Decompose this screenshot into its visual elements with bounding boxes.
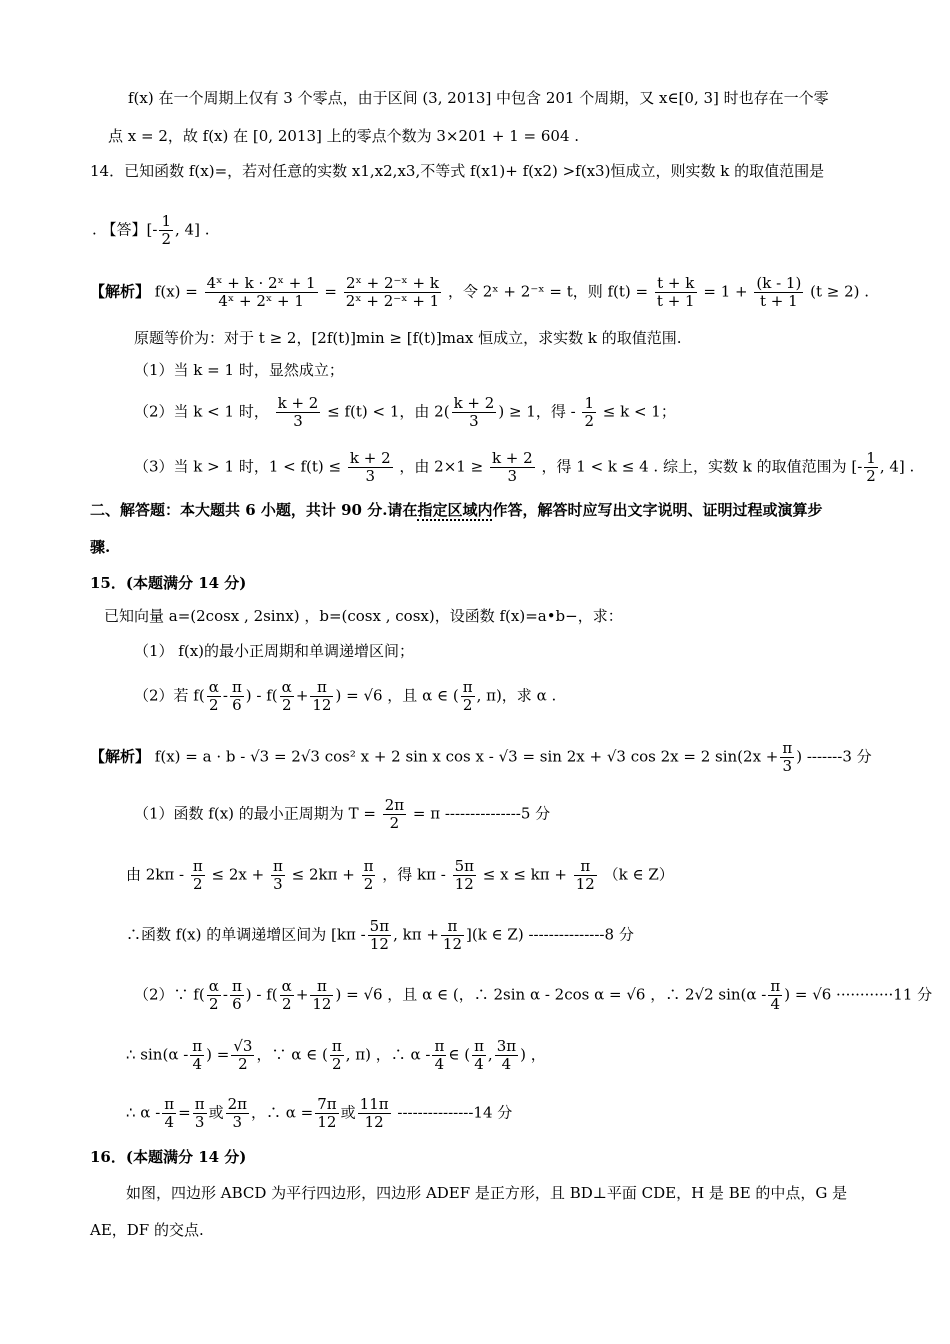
fraction: $\frac{t + k}{t + 1}$ [656, 274, 695, 310]
fraction-half: $\frac{1}{2}$ [866, 449, 876, 485]
problem-15-title: 15．(本题满分 14 分) [90, 574, 247, 592]
text-line-1: f(x) 在一个周期上仅有 3 个零点，由于区间 (3, 2013] 中包含 201 个周期，又 x∈[0, 3] 时也存在一个零 [128, 89, 829, 107]
fraction-half: $\frac{1}{2}$ [584, 394, 594, 430]
fraction: $\frac{\text{2ˣ + 2⁻ˣ + k}}{\text{2ˣ + 2⁻ˣ + 1}}$ [345, 274, 440, 310]
solution-15-result: ∴ α - $\frac{\pi}{4}$ = $\frac{\pi}{3}$ 或 $\frac{2\pi}{3}$ ，∴ α = $\frac{7\pi}{12}$ 或 $\frac{11\pi}{12}$ ---------------14 分 [126, 1095, 513, 1131]
problem-16-statement-cont: AE，DF 的交点. [90, 1221, 204, 1239]
text-line-2: 点 x = 2，故 f(x) 在 [0, 2013] 上的零点个数为 3×201 + 1 = 604 . [108, 127, 580, 145]
text-line-equivalent: 原题等价为：对于 t ≥ 2，[2f(t)]min ≥ [f(t)]max 恒成立，求实数 k 的取值范围. [134, 329, 682, 347]
fraction: $\frac{k + 2}{3}$ [453, 394, 495, 430]
answer-tail: , 4] . [175, 220, 210, 239]
solution-15-line: 【解析】 f(x) = a · b - √3 = 2√3 cos² x + 2 sin x cos x - √3 = sin 2x + √3 cos 2x = 2 sin(2x + $\frac{\pi}{3}$ ) -------3 分 [90, 739, 872, 775]
fraction: $\frac{(k - 1)}{t + 1}$ [756, 274, 802, 310]
problem-14-statement: 14．已知函数 f(x)=，若对任意的实数 x1,x2,x3,不等式 f(x1)+ f(x2) >f(x3)恒成立，则实数 k 的取值范围是 [90, 162, 825, 180]
problem-15-statement: 已知向量 a=(2cosx , 2sinx) ，b=(cosx , cosx)，设函数 f(x)=a•b−，求： [104, 607, 623, 625]
case-3: （3）当 k > 1 时，1 < f(t) ≤ $\frac{k + 2}{3}$ ，由 2×1 ≥ $\frac{k + 2}{3}$ ，得 1 < k ≤ 4 . 综上，实数 k 的取值范围为 [- $\frac{1}{2}$ , 4] . [134, 449, 915, 485]
case-1: （1）当 k = 1 时，显然成立； [134, 361, 344, 379]
section-header-cont: 骤. [90, 538, 111, 556]
problem-16-statement: 如图，四边形 ABCD 为平行四边形，四边形 ADEF 是正方形，且 BD⊥平面 CDE，H 是 BE 的中点，G 是 [126, 1184, 848, 1202]
problem-15-part-1: （1） f(x)的最小正周期和单调递增区间； [134, 642, 415, 660]
fraction-half: $\frac{1}{2}$ [161, 212, 172, 248]
solution-label: 【解析】 [90, 282, 151, 301]
fraction: $\frac{k + 2}{3}$ [349, 449, 391, 485]
solution-15-part-2: （2）∵ f( $\frac{\alpha}{2}$ - $\frac{\pi}{6}$ ) - f( $\frac{\alpha}{2}$ + $\frac{\pi}{12}$ ) = √6 ，且 α ∈ (，∴ 2sin α - 2cos α = √6 ，∴ 2√2 sin(α - $\frac{\pi}{4}$ ) = √6 ············11 分 [134, 977, 933, 1013]
fraction: $\frac{k + 2}{3}$ [491, 449, 533, 485]
solution-15-range: 由 2kπ - $\frac{\pi}{2}$ ≤ 2x + $\frac{\pi}{3}$ ≤ 2kπ + $\frac{\pi}{2}$ ，得 kπ - $\frac{5\pi}{12}$ ≤ x ≤ kπ + $\frac{\pi}{12}$ （k ∈ Z） [126, 857, 674, 893]
fraction: $\frac{k + 2}{3}$ [277, 394, 319, 430]
case-2: （2）当 k < 1 时， $\frac{k + 2}{3}$ ≤ f(t) < 1，由 2( $\frac{k + 2}{3}$ ) ≥ 1，得 - $\frac{1}{2}$ ≤ k < 1； [134, 394, 676, 430]
answer-line [92, 213, 209, 248]
solution-14-line: 【解析】 f(x) = $\frac{\text{4ˣ + k · 2ˣ + 1}}{\text{4ˣ + 2ˣ + 1}}$ = $\frac{\text{2ˣ + 2⁻ˣ + k}}{\text{2ˣ + 2⁻ˣ + 1}}$ ，令 2ˣ + 2⁻ˣ = t，则 f(t) = $\frac{t + k}{t + 1}$ = 1 + $\frac{(k - 1)}{t + 1}$ (t ≥ 2) . [90, 274, 870, 310]
problem-15-part-2: （2）若 f( $\frac{\alpha}{2}$ - $\frac{\pi}{6}$ ) - f( $\frac{\alpha}{2}$ + $\frac{\pi}{12}$ ) = √6 ，且 α ∈ ( $\frac{\pi}{2}$ , π)，求 α . [134, 678, 557, 714]
answer-label: . 【答】[- [92, 220, 158, 239]
section-header: 二、解答题：本大题共 6 小题，共计 90 分.请在指定区域内作答，解答时应写出文字说明、证明过程或演算步 [90, 501, 823, 519]
solution-15-interval: ∴函数 f(x) 的单调递增区间为 [kπ - $\frac{5\pi}{12}$ , kπ + $\frac{\pi}{12}$ ](k ∈ Z) ---------------8 分 [126, 917, 634, 953]
solution-15-period: （1）函数 f(x) 的最小正周期为 T = $\frac{2\pi}{2}$ = π ---------------5 分 [134, 796, 551, 832]
solution-15-sin: ∴ sin(α - $\frac{\pi}{4}$ ) = $\frac{√3}{2}$ ，∵ α ∈ ( $\frac{\pi}{2}$ , π) ，∴ α - $\frac{\pi}{4}$ ∈ ( $\frac{\pi}{4}$ , $\frac{3\pi}{4}$ ) ， [126, 1037, 546, 1073]
fraction: $\frac{\text{4ˣ + k · 2ˣ + 1}}{\text{4ˣ + 2ˣ + 1}}$ [206, 274, 316, 310]
problem-16-title: 16．(本题满分 14 分) [90, 1148, 247, 1166]
